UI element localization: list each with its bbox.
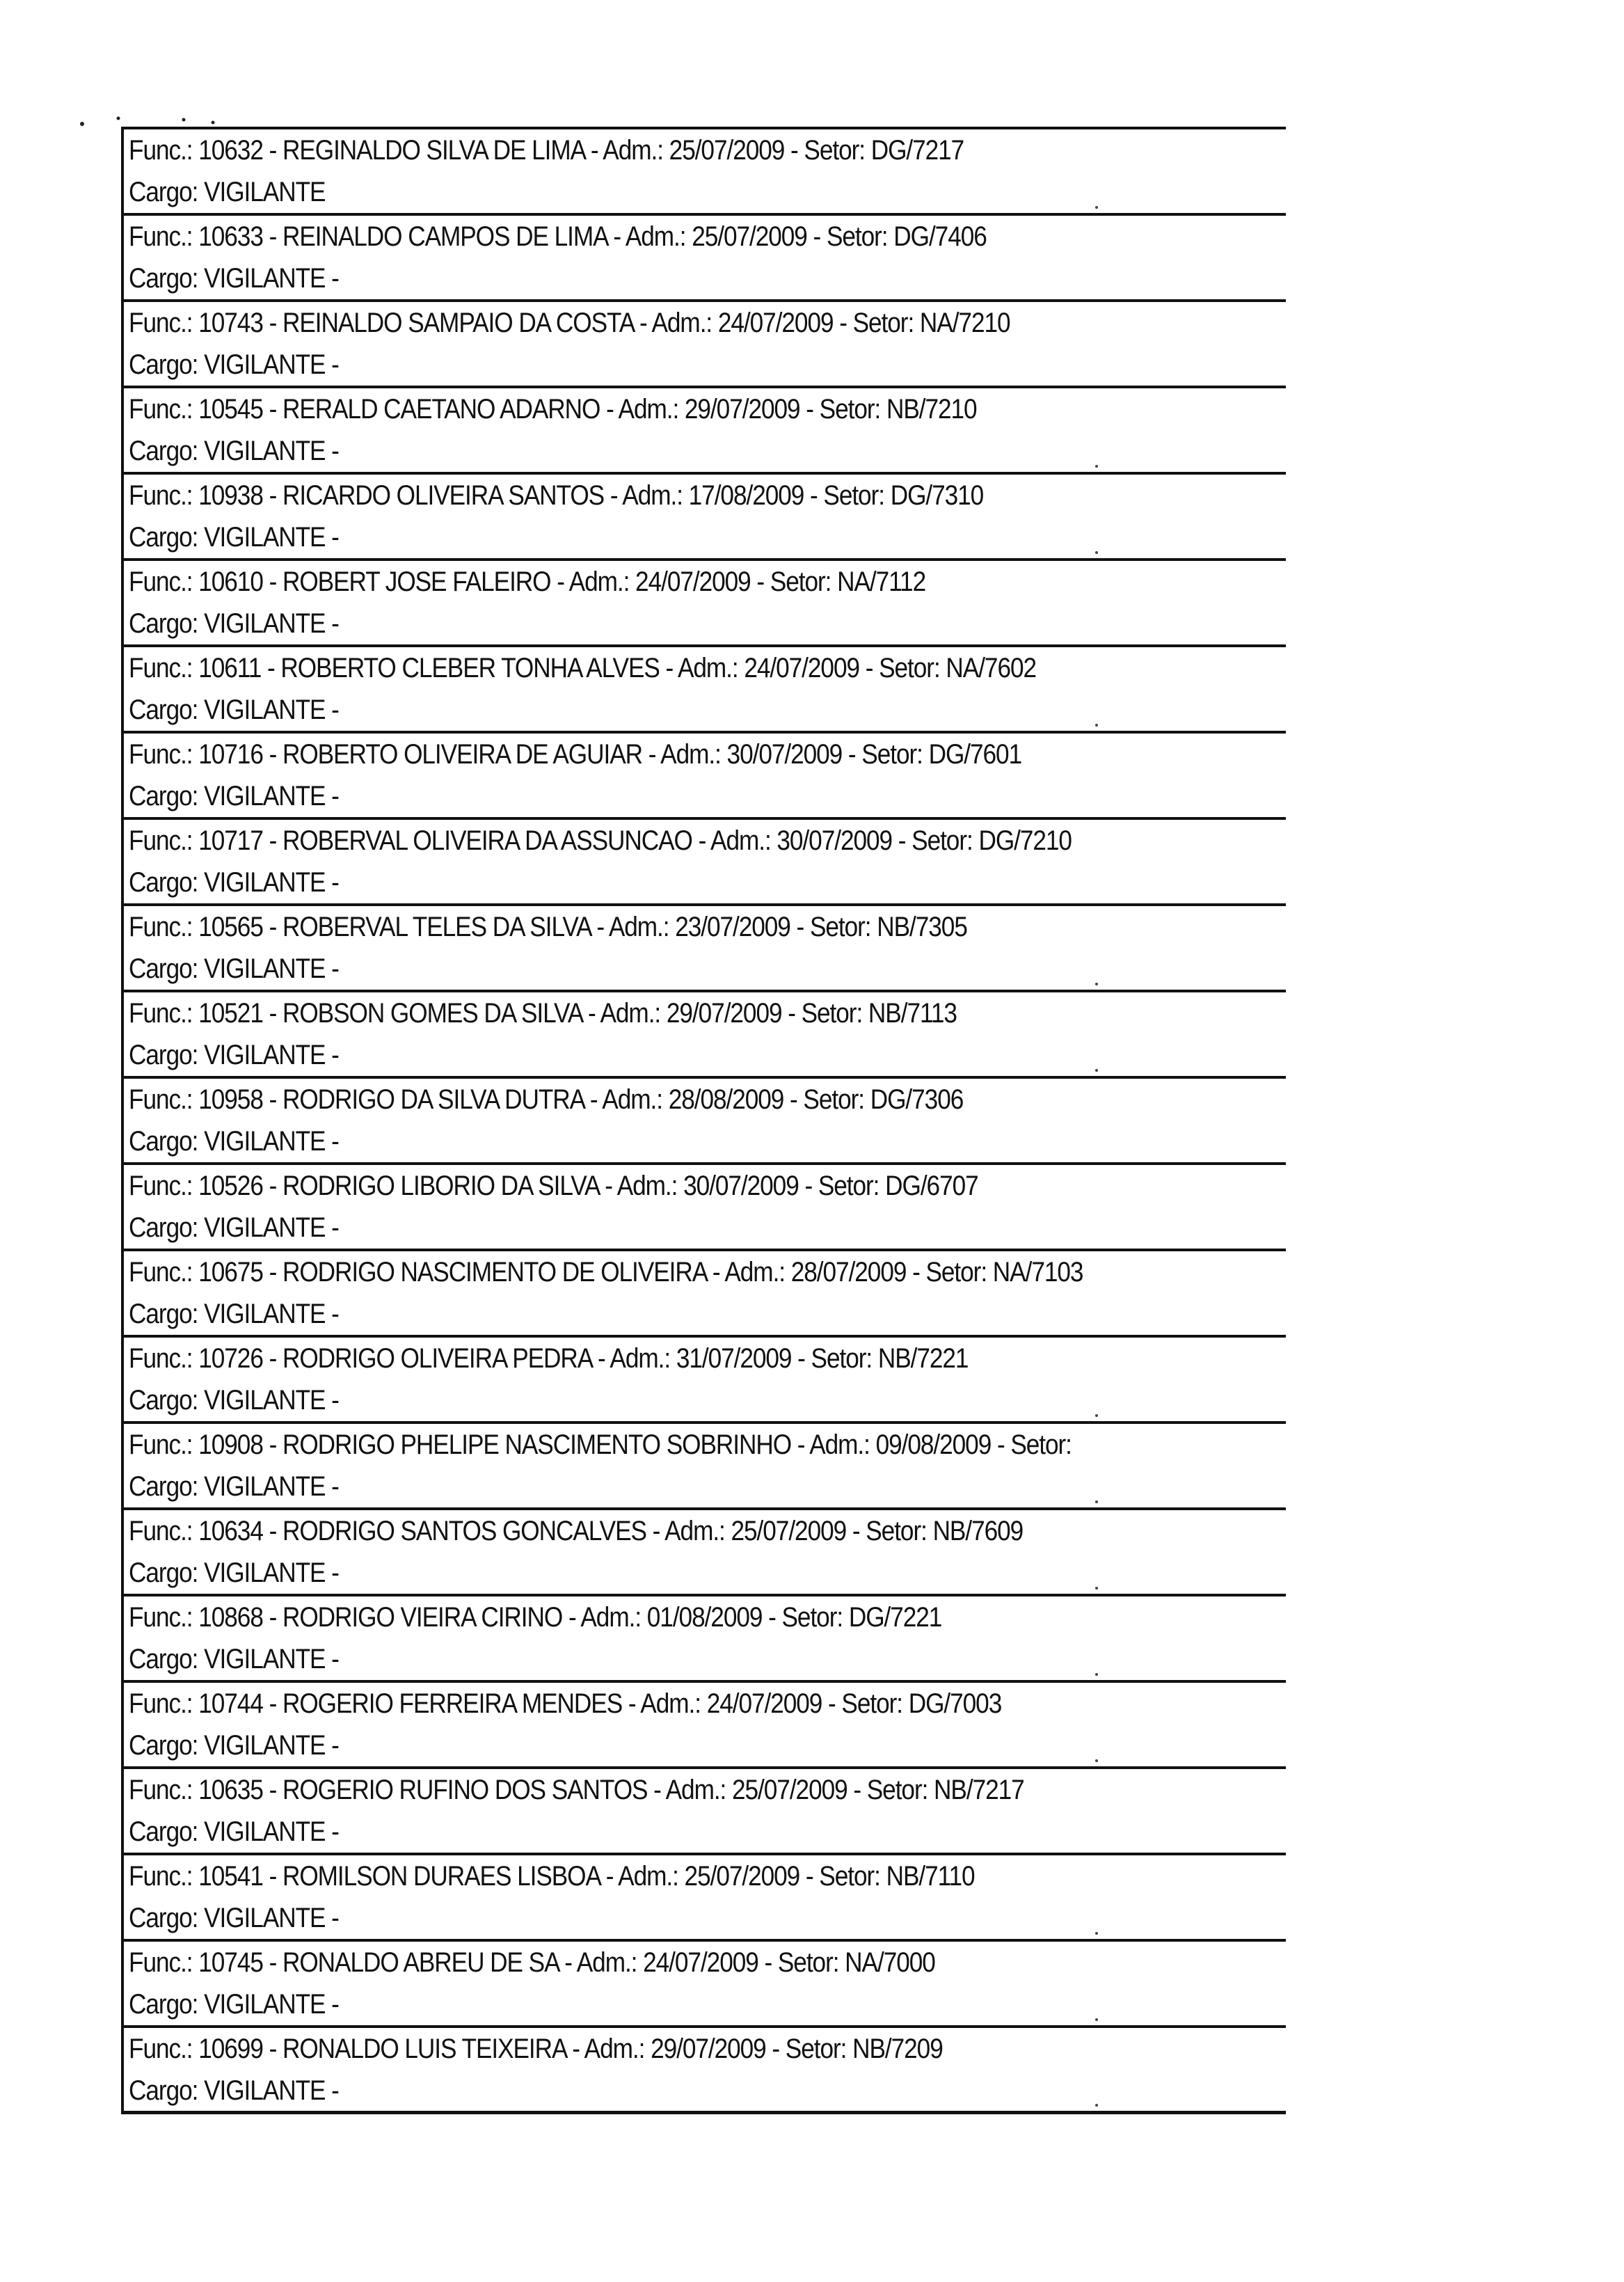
- cargo-label: Cargo:: [129, 1471, 198, 1502]
- cargo-line: [124, 948, 1147, 990]
- func-name: RERALD CAETANO ADARNO: [282, 394, 600, 425]
- adm-label: - Adm.:: [584, 1084, 662, 1115]
- setor-code: NA/7602: [946, 653, 1037, 683]
- setor-label: - Setor:: [842, 739, 923, 770]
- cargo-label: Cargo:: [129, 1385, 198, 1416]
- adm-date: 30/07/2009: [777, 825, 893, 856]
- adm-date: 09/08/2009: [875, 1429, 992, 1460]
- func-id: 10908: [198, 1429, 263, 1460]
- setor-label: - Setor:: [758, 1947, 839, 1978]
- cargo-value: VIGILANTE -: [204, 1299, 339, 1329]
- setor-label: - Setor:: [846, 1516, 927, 1546]
- cargo-label: Cargo:: [129, 1989, 198, 2020]
- cargo-value: VIGILANTE -: [204, 1730, 339, 1761]
- employee-record: [124, 216, 1286, 302]
- employee-roster: [121, 127, 1286, 2114]
- setor-label: - Setor:: [833, 308, 914, 338]
- adm-label: - Adm.:: [598, 1171, 678, 1201]
- cargo-label: Cargo:: [129, 1558, 198, 1588]
- scan-dot: [1095, 1759, 1098, 1762]
- cargo-line: [124, 1466, 1147, 1507]
- func-id: 10611: [198, 653, 262, 683]
- func-id: 10633: [198, 221, 263, 252]
- setor-code: DG/7306: [870, 1084, 964, 1115]
- setor-code: NB/7305: [877, 912, 967, 942]
- adm-label: - Adm.:: [558, 1947, 637, 1978]
- setor-label: - Setor:: [750, 566, 831, 597]
- cargo-line: [124, 1293, 1147, 1335]
- func-line: Func.: 10743 - REINALDO SAMPAIO DA COSTA - Adm.: 24/07/2009 - Setor: NA/7210: [129, 308, 1010, 338]
- func-label: Func.:: [129, 1861, 193, 1892]
- func-id: 10716: [198, 739, 263, 770]
- cargo-label: Cargo:: [129, 1903, 198, 1933]
- func-label: Func.:: [129, 825, 193, 856]
- setor-code: NB/7110: [886, 1861, 975, 1892]
- employee-record: [124, 2028, 1286, 2114]
- func-name: ROBERVAL TELES DA SILVA: [282, 912, 591, 942]
- setor-code: DG/7310: [890, 480, 984, 511]
- adm-label: - Adm.:: [633, 308, 713, 338]
- employee-record: [124, 1769, 1286, 1855]
- func-id: 10541: [198, 1861, 263, 1892]
- func-label: Func.:: [129, 1688, 193, 1719]
- setor-code: NB/7113: [868, 998, 957, 1029]
- employee-record: [124, 1079, 1286, 1165]
- adm-label: - Adm.:: [591, 1343, 671, 1374]
- cargo-line: [124, 1983, 1147, 2025]
- cargo-value: VIGILANTE -: [204, 1816, 339, 1847]
- setor-code: NB/7221: [877, 1343, 969, 1374]
- adm-label: - Adm.:: [692, 825, 771, 856]
- cargo-value: VIGILANTE -: [204, 1471, 339, 1502]
- setor-label: - Setor:: [783, 1084, 865, 1115]
- func-name: RODRIGO VIEIRA CIRINO: [282, 1602, 563, 1633]
- adm-date: 25/07/2009: [731, 1516, 847, 1546]
- cargo-label: Cargo:: [129, 953, 198, 984]
- func-name: REINALDO CAMPOS DE LIMA: [282, 221, 607, 252]
- setor-code: DG/7601: [928, 739, 1022, 770]
- func-id: 10958: [198, 1084, 263, 1115]
- cargo-label: Cargo:: [129, 867, 198, 898]
- employee-record: [124, 906, 1286, 992]
- func-label: Func.:: [129, 135, 193, 166]
- cargo-line: [124, 171, 1147, 213]
- cargo-line: [124, 862, 1147, 903]
- adm-label: - Adm.:: [584, 135, 663, 166]
- func-label: Func.:: [129, 394, 193, 425]
- func-label: Func.:: [129, 739, 193, 770]
- setor-code: NA/7000: [845, 1947, 935, 1978]
- adm-date: 24/07/2009: [635, 566, 751, 597]
- adm-date: 24/07/2009: [706, 1688, 822, 1719]
- func-id: 10745: [198, 1947, 263, 1978]
- func-line: Func.: 10541 - ROMILSON DURAES LISBOA - Adm.: 25/07/2009 - Setor: NB/7110: [129, 1861, 975, 1892]
- cargo-line: [124, 516, 1147, 558]
- func-label: Func.:: [129, 1084, 193, 1115]
- func-label: Func.:: [129, 1516, 193, 1546]
- func-name: ROBERTO OLIVEIRA DE AGUIAR: [282, 739, 642, 770]
- cargo-value: VIGILANTE -: [204, 695, 339, 725]
- func-label: Func.:: [129, 480, 193, 511]
- adm-date: 25/07/2009: [692, 221, 807, 252]
- func-label: Func.:: [129, 1257, 193, 1287]
- func-name: RODRIGO NASCIMENTO DE OLIVEIRA: [282, 1257, 707, 1287]
- scan-dot: [1095, 1673, 1098, 1676]
- cargo-value: VIGILANTE -: [204, 781, 339, 811]
- setor-code: NB/7609: [932, 1516, 1024, 1546]
- cargo-value: VIGILANTE -: [204, 867, 339, 898]
- setor-label: - Setor:: [762, 1602, 843, 1633]
- func-line: Func.: 10868 - RODRIGO VIEIRA CIRINO - Adm.: 01/08/2009 - Setor: DG/7221: [129, 1602, 942, 1633]
- func-name: RODRIGO LIBORIO DA SILVA: [282, 1171, 599, 1201]
- setor-code: NB/7210: [886, 394, 977, 425]
- employee-record: [124, 561, 1286, 647]
- cargo-line: [124, 1120, 1147, 1162]
- func-line: Func.: 10610 - ROBERT JOSE FALEIRO - Adm.: 24/07/2009 - Setor: NA/7112: [129, 566, 926, 597]
- cargo-label: Cargo:: [129, 1299, 198, 1329]
- func-id: 10565: [198, 912, 263, 942]
- func-name: RODRIGO PHELIPE NASCIMENTO SOBRINHO: [282, 1429, 792, 1460]
- employee-record: [124, 302, 1286, 388]
- setor-label: - Setor:: [799, 1861, 880, 1892]
- func-label: Func.:: [129, 1775, 193, 1805]
- employee-record: [124, 647, 1286, 734]
- cargo-line: [124, 1207, 1147, 1249]
- setor-label: - Setor:: [799, 394, 881, 425]
- employee-record: [124, 1424, 1286, 1510]
- func-name: ROBERVAL OLIVEIRA DA ASSUNCAO: [282, 825, 692, 856]
- adm-label: - Adm.:: [590, 912, 669, 942]
- setor-label: - Setor:: [765, 2034, 847, 2064]
- func-line: Func.: 10633 - REINALDO CAMPOS DE LIMA - Adm.: 25/07/2009 - Setor: DG/7406: [129, 221, 987, 252]
- scan-dot: [1095, 724, 1098, 727]
- func-line: Func.: 10745 - RONALDO ABREU DE SA - Adm.: 24/07/2009 - Setor: NA/7000: [129, 1947, 935, 1978]
- func-label: Func.:: [129, 1947, 193, 1978]
- scan-dot: [1095, 206, 1098, 209]
- func-line: Func.: 10545 - RERALD CAETANO ADARNO - Adm.: 29/07/2009 - Setor: NB/7210: [129, 394, 977, 425]
- cargo-line: [124, 1638, 1147, 1680]
- func-line: Func.: 10938 - RICARDO OLIVEIRA SANTOS - Adm.: 17/08/2009 - Setor: DG/7310: [129, 480, 984, 511]
- adm-date: 31/07/2009: [676, 1343, 792, 1374]
- adm-label: - Adm.:: [642, 739, 721, 770]
- adm-date: 25/07/2009: [684, 1861, 800, 1892]
- cargo-label: Cargo:: [129, 436, 198, 466]
- adm-label: - Adm.:: [599, 1861, 678, 1892]
- setor-code: NA/7103: [992, 1257, 1083, 1287]
- scan-dot: [1095, 2104, 1098, 2107]
- func-id: 10675: [198, 1257, 263, 1287]
- func-label: Func.:: [129, 912, 193, 942]
- func-line: Func.: 10611 - ROBERTO CLEBER TONHA ALVES - Adm.: 24/07/2009 - Setor: NA/7602: [129, 653, 1037, 683]
- func-name: ROBERT JOSE FALEIRO: [282, 566, 551, 597]
- cargo-label: Cargo:: [129, 1126, 198, 1157]
- adm-date: 17/08/2009: [688, 480, 804, 511]
- cargo-label: Cargo:: [129, 608, 198, 639]
- employee-record: [124, 1251, 1286, 1338]
- cargo-line: [124, 603, 1147, 644]
- adm-label: - Adm.:: [647, 1775, 726, 1805]
- func-label: Func.:: [129, 1343, 193, 1374]
- cargo-line: [124, 775, 1147, 817]
- func-id: 10868: [198, 1602, 263, 1633]
- employee-record: [124, 1338, 1286, 1424]
- cargo-line: [124, 1897, 1147, 1939]
- adm-label: - Adm.:: [600, 394, 679, 425]
- cargo-line: [124, 1034, 1147, 1076]
- func-line: Func.: 10521 - ROBSON GOMES DA SILVA - Adm.: 29/07/2009 - Setor: NB/7113: [129, 998, 957, 1029]
- func-name: RICARDO OLIVEIRA SANTOS: [282, 480, 605, 511]
- func-line: Func.: 10908 - RODRIGO PHELIPE NASCIMENTO SOBRINHO - Adm.: 09/08/2009 - Setor:: [129, 1429, 1072, 1460]
- func-line: Func.: 10958 - RODRIGO DA SILVA DUTRA - Adm.: 28/08/2009 - Setor: DG/7306: [129, 1084, 964, 1115]
- func-line: Func.: 10634 - RODRIGO SANTOS GONCALVES - Adm.: 25/07/2009 - Setor: NB/7609: [129, 1516, 1024, 1546]
- scan-dot: [1095, 2018, 1098, 2021]
- adm-label: - Adm.:: [550, 566, 630, 597]
- setor-label: - Setor:: [781, 998, 863, 1029]
- adm-label: - Adm.:: [607, 221, 686, 252]
- func-id: 10717: [198, 825, 263, 856]
- cargo-value: VIGILANTE -: [204, 522, 339, 553]
- cargo-value: VIGILANTE -: [204, 2075, 339, 2106]
- func-line: Func.: 10526 - RODRIGO LIBORIO DA SILVA - Adm.: 30/07/2009 - Setor: DG/6707: [129, 1171, 978, 1201]
- scan-dot: [1095, 465, 1098, 468]
- func-line: Func.: 10717 - ROBERVAL OLIVEIRA DA ASSUNCAO - Adm.: 30/07/2009 - Setor: DG/7210: [129, 825, 1072, 856]
- employee-record: [124, 1510, 1286, 1596]
- cargo-label: Cargo:: [129, 2075, 198, 2106]
- cargo-line: [124, 2070, 1147, 2111]
- cargo-line: [124, 1725, 1147, 1766]
- cargo-line: [124, 689, 1147, 731]
- func-id: 10699: [198, 2034, 263, 2064]
- func-id: 10634: [198, 1516, 263, 1546]
- func-label: Func.:: [129, 998, 193, 1029]
- adm-date: 25/07/2009: [732, 1775, 847, 1805]
- func-id: 10743: [198, 308, 263, 338]
- setor-label: - Setor:: [859, 653, 940, 683]
- setor-label: - Setor:: [806, 221, 888, 252]
- cargo-line: [124, 1811, 1147, 1853]
- adm-date: 24/07/2009: [643, 1947, 758, 1978]
- func-label: Func.:: [129, 1429, 193, 1460]
- employee-record: [124, 1683, 1286, 1769]
- func-id: 10632: [198, 135, 263, 166]
- cargo-value: VIGILANTE -: [204, 1040, 339, 1070]
- employee-record: [124, 1596, 1286, 1683]
- func-name: ROGERIO FERREIRA MENDES: [282, 1688, 623, 1719]
- scan-dot: [1095, 1587, 1098, 1590]
- employee-record: [124, 992, 1286, 1079]
- employee-record: [124, 734, 1286, 820]
- func-id: 10526: [198, 1171, 263, 1201]
- cargo-label: Cargo:: [129, 1730, 198, 1761]
- setor-code: NB/7209: [852, 2034, 943, 2064]
- func-name: REGINALDO SILVA DE LIMA: [282, 135, 585, 166]
- adm-label: - Adm.:: [582, 998, 661, 1029]
- func-line: Func.: 10699 - RONALDO LUIS TEIXEIRA - Adm.: 29/07/2009 - Setor: NB/7209: [129, 2034, 943, 2064]
- cargo-value: VIGILANTE -: [204, 1385, 339, 1416]
- func-line: Func.: 10565 - ROBERVAL TELES DA SILVA - Adm.: 23/07/2009 - Setor: NB/7305: [129, 912, 967, 942]
- setor-label: - Setor:: [822, 1688, 903, 1719]
- cargo-label: Cargo:: [129, 695, 198, 725]
- func-id: 10545: [198, 394, 263, 425]
- cargo-label: Cargo:: [129, 177, 198, 207]
- func-line: Func.: 10726 - RODRIGO OLIVEIRA PEDRA - Adm.: 31/07/2009 - Setor: NB/7221: [129, 1343, 969, 1374]
- func-id: 10521: [198, 998, 263, 1029]
- func-line: Func.: 10675 - RODRIGO NASCIMENTO DE OLIVEIRA - Adm.: 28/07/2009 - Setor: NA/7103: [129, 1257, 1083, 1287]
- func-name: REINALDO SAMPAIO DA COSTA: [282, 308, 634, 338]
- setor-label: - Setor:: [798, 1171, 879, 1201]
- func-line: Func.: 10716 - ROBERTO OLIVEIRA DE AGUIAR - Adm.: 30/07/2009 - Setor: DG/7601: [129, 739, 1022, 770]
- cargo-line: [124, 257, 1147, 299]
- cargo-label: Cargo:: [129, 1644, 198, 1674]
- adm-label: - Adm.:: [622, 1688, 701, 1719]
- adm-label: - Adm.:: [566, 2034, 645, 2064]
- setor-code: NB/7217: [934, 1775, 1024, 1805]
- cargo-value: VIGILANTE -: [204, 1903, 339, 1933]
- cargo-value: VIGILANTE -: [204, 953, 339, 984]
- cargo-line: [124, 1379, 1147, 1421]
- adm-date: 24/07/2009: [717, 308, 834, 338]
- func-line: Func.: 10635 - ROGERIO RUFINO DOS SANTOS - Adm.: 25/07/2009 - Setor: NB/7217: [129, 1775, 1024, 1805]
- adm-date: 01/08/2009: [646, 1602, 763, 1633]
- cargo-label: Cargo:: [129, 1212, 198, 1243]
- func-id: 10610: [198, 566, 263, 597]
- func-label: Func.:: [129, 2034, 193, 2064]
- setor-label: - Setor:: [847, 1775, 928, 1805]
- setor-code: DG/7221: [848, 1602, 942, 1633]
- setor-code: DG/7003: [908, 1688, 1002, 1719]
- adm-label: - Adm.:: [562, 1602, 642, 1633]
- adm-date: 25/07/2009: [669, 135, 785, 166]
- cargo-line: [124, 1552, 1147, 1594]
- adm-label: - Adm.:: [659, 653, 738, 683]
- adm-label: - Adm.:: [646, 1516, 725, 1546]
- employee-record: [124, 475, 1286, 561]
- employee-record: [124, 129, 1286, 216]
- cargo-label: Cargo:: [129, 781, 198, 811]
- scan-dot: [1095, 551, 1098, 554]
- setor-label: - Setor:: [906, 1257, 987, 1287]
- adm-label: - Adm.:: [791, 1429, 870, 1460]
- setor-label: - Setor:: [991, 1429, 1072, 1460]
- func-name: RONALDO LUIS TEIXEIRA: [282, 2034, 566, 2064]
- adm-date: 24/07/2009: [744, 653, 859, 683]
- adm-date: 23/07/2009: [675, 912, 790, 942]
- func-line: Func.: 10632 - REGINALDO SILVA DE LIMA - Adm.: 25/07/2009 - Setor: DG/7217: [129, 135, 964, 166]
- cargo-line: [124, 344, 1147, 386]
- setor-code: DG/7406: [893, 221, 987, 252]
- func-name: ROBERTO CLEBER TONHA ALVES: [280, 653, 660, 683]
- setor-code: NA/7210: [919, 308, 1010, 338]
- setor-label: - Setor:: [892, 825, 973, 856]
- func-label: Func.:: [129, 653, 193, 683]
- employee-record: [124, 1942, 1286, 2028]
- func-label: Func.:: [129, 221, 193, 252]
- setor-code: DG/6707: [885, 1171, 978, 1201]
- setor-label: - Setor:: [804, 480, 884, 511]
- adm-label: - Adm.:: [604, 480, 683, 511]
- func-name: RODRIGO OLIVEIRA PEDRA: [282, 1343, 592, 1374]
- cargo-label: Cargo:: [129, 1816, 198, 1847]
- scan-dot: [1095, 983, 1098, 985]
- employee-record: [124, 820, 1286, 906]
- cargo-label: Cargo:: [129, 1040, 198, 1070]
- func-name: ROBSON GOMES DA SILVA: [282, 998, 582, 1029]
- adm-date: 28/07/2009: [790, 1257, 907, 1287]
- cargo-value: VIGILANTE: [204, 177, 326, 207]
- adm-date: 29/07/2009: [684, 394, 800, 425]
- cargo-value: VIGILANTE -: [204, 1212, 339, 1243]
- adm-date: 29/07/2009: [666, 998, 782, 1029]
- cargo-value: VIGILANTE -: [204, 1644, 339, 1674]
- setor-label: - Setor:: [784, 135, 865, 166]
- cargo-value: VIGILANTE -: [204, 608, 339, 639]
- func-line: Func.: 10744 - ROGERIO FERREIRA MENDES - Adm.: 24/07/2009 - Setor: DG/7003: [129, 1688, 1002, 1719]
- func-name: ROMILSON DURAES LISBOA: [282, 1861, 600, 1892]
- setor-code: NA/7112: [837, 566, 926, 597]
- cargo-value: VIGILANTE -: [204, 1989, 339, 2020]
- adm-date: 29/07/2009: [651, 2034, 766, 2064]
- setor-code: DG/7217: [870, 135, 964, 166]
- adm-date: 30/07/2009: [683, 1171, 799, 1201]
- func-id: 10938: [198, 480, 263, 511]
- func-id: 10726: [198, 1343, 263, 1374]
- cargo-value: VIGILANTE -: [204, 1126, 339, 1157]
- scan-dot: [1095, 1932, 1098, 1935]
- scan-dot: [1095, 1500, 1098, 1503]
- cargo-value: VIGILANTE -: [204, 349, 339, 380]
- cargo-value: VIGILANTE -: [204, 436, 339, 466]
- cargo-label: Cargo:: [129, 349, 198, 380]
- func-label: Func.:: [129, 566, 193, 597]
- func-name: RODRIGO DA SILVA DUTRA: [282, 1084, 584, 1115]
- func-id: 10635: [198, 1775, 263, 1805]
- adm-label: - Adm.:: [706, 1257, 786, 1287]
- func-name: RODRIGO SANTOS GONCALVES: [282, 1516, 646, 1546]
- setor-label: - Setor:: [791, 1343, 873, 1374]
- adm-date: 28/08/2009: [668, 1084, 784, 1115]
- func-id: 10744: [198, 1688, 263, 1719]
- employee-record: [124, 1855, 1286, 1942]
- setor-label: - Setor:: [790, 912, 871, 942]
- scan-dot: [1095, 1414, 1098, 1417]
- setor-code: DG/7210: [978, 825, 1072, 856]
- func-name: ROGERIO RUFINO DOS SANTOS: [282, 1775, 648, 1805]
- employee-record: [124, 1165, 1286, 1251]
- func-label: Func.:: [129, 1602, 193, 1633]
- cargo-label: Cargo:: [129, 263, 198, 294]
- employee-record: [124, 388, 1286, 475]
- cargo-value: VIGILANTE -: [204, 1558, 339, 1588]
- cargo-line: [124, 430, 1147, 472]
- cargo-label: Cargo:: [129, 522, 198, 553]
- adm-date: 30/07/2009: [726, 739, 843, 770]
- func-name: RONALDO ABREU DE SA: [282, 1947, 559, 1978]
- func-label: Func.:: [129, 308, 193, 338]
- cargo-value: VIGILANTE -: [204, 263, 339, 294]
- func-label: Func.:: [129, 1171, 193, 1201]
- scan-dot: [1095, 1069, 1098, 1072]
